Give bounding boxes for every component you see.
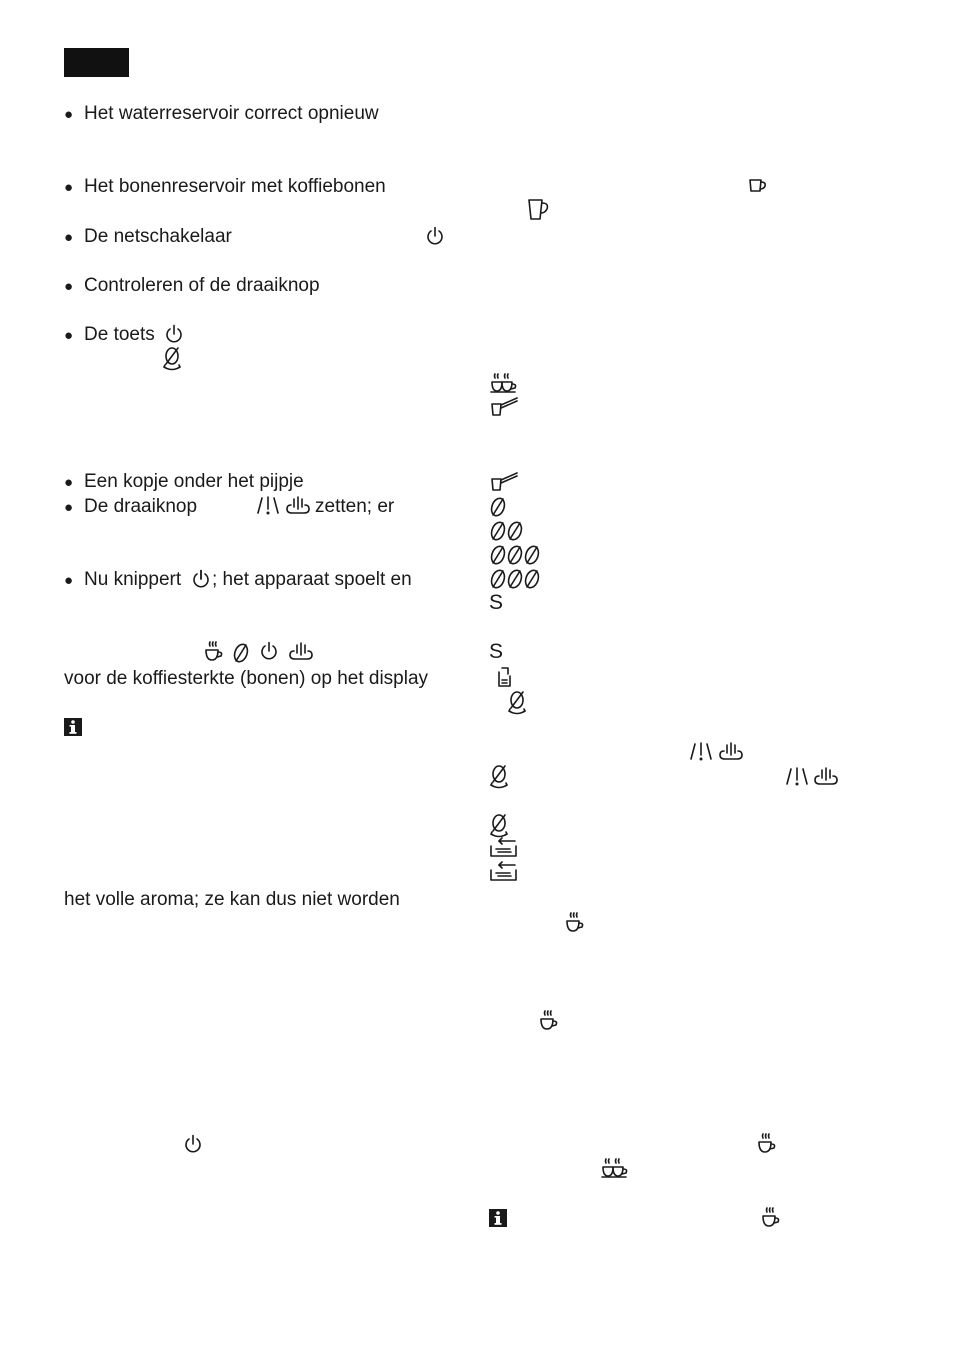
water-tank-icon xyxy=(494,666,514,690)
step-text: Het waterreservoir correct opnieuw xyxy=(84,103,379,124)
two-cups-icon xyxy=(489,372,521,394)
cup-icon xyxy=(756,1132,778,1154)
step-water-tank xyxy=(64,103,379,125)
bullet-icon: ● xyxy=(64,499,74,516)
step-text: De draaiknop xyxy=(84,496,198,517)
bean-strength-4-icon xyxy=(489,568,543,590)
hot-water-icon xyxy=(785,766,809,788)
two-cups-icon xyxy=(600,1157,632,1179)
strength-s-label: S xyxy=(489,591,504,614)
rotary-knob-icon xyxy=(507,690,527,716)
step-cup xyxy=(64,471,304,493)
hot-water-icon xyxy=(689,741,713,763)
rotary-knob-icon xyxy=(489,764,509,790)
cup-small-icon xyxy=(748,178,768,194)
step-check-knob xyxy=(64,275,320,297)
cup-icon xyxy=(564,911,586,933)
step-text: Het bonenreservoir met koffiebonen xyxy=(84,176,386,197)
descale-icon xyxy=(489,862,519,884)
info-icon xyxy=(64,718,82,736)
bean-strength-1-icon xyxy=(489,496,507,518)
power-icon xyxy=(426,226,444,247)
cup-icon xyxy=(760,1206,782,1228)
bullet-icon: ● xyxy=(64,179,74,196)
step-text: De netschakelaar xyxy=(84,226,232,247)
bullet-icon: ● xyxy=(64,278,74,295)
step-text: Controleren of de draaiknop xyxy=(84,275,320,296)
step-text: De toets xyxy=(84,324,155,345)
milk-jug-icon xyxy=(489,471,519,493)
steam-icon xyxy=(288,641,314,663)
rotary-knob-icon xyxy=(162,346,182,372)
bullet-icon: ● xyxy=(64,572,74,589)
strength-s-label: S xyxy=(489,640,504,663)
power-icon xyxy=(192,569,210,590)
cup-icon xyxy=(203,640,225,662)
mug-icon xyxy=(527,198,551,222)
bean-strength-2-icon xyxy=(489,520,525,542)
step-rotary-knob xyxy=(64,496,197,518)
display-line: voor de koffiesterkte (bonen) op het display xyxy=(64,668,429,689)
step-flashing-suffix: ; het apparaat spoelt en xyxy=(212,569,412,590)
step-flashing xyxy=(64,569,181,591)
power-icon xyxy=(260,641,278,662)
step-main-switch xyxy=(64,226,232,248)
bullet-icon: ● xyxy=(64,106,74,123)
milk-jug-icon xyxy=(489,396,519,418)
step-text: Nu knippert xyxy=(84,569,182,590)
info-icon xyxy=(489,1209,507,1227)
step-text: Een kopje onder het pijpje xyxy=(84,471,304,492)
section-tab xyxy=(64,48,129,77)
steam-icon xyxy=(285,495,311,517)
hot-water-icon xyxy=(256,495,280,517)
step-bean-container xyxy=(64,176,386,198)
descale-icon xyxy=(489,838,519,860)
bullet-icon: ● xyxy=(64,327,74,344)
bean-strength-3-icon xyxy=(489,544,543,566)
rotary-knob-icon xyxy=(489,813,509,839)
bullet-icon: ● xyxy=(64,229,74,246)
bullet-icon: ● xyxy=(64,474,74,491)
power-icon xyxy=(184,1134,202,1155)
cup-icon xyxy=(538,1009,560,1031)
steam-icon xyxy=(813,766,839,788)
step-power-key xyxy=(64,324,155,346)
step-rotary-suffix: zetten; er xyxy=(315,496,395,517)
bean-icon xyxy=(232,642,250,664)
power-icon xyxy=(165,324,183,345)
aroma-line: het volle aroma; ze kan dus niet worden xyxy=(64,889,400,910)
steam-icon xyxy=(718,741,744,763)
